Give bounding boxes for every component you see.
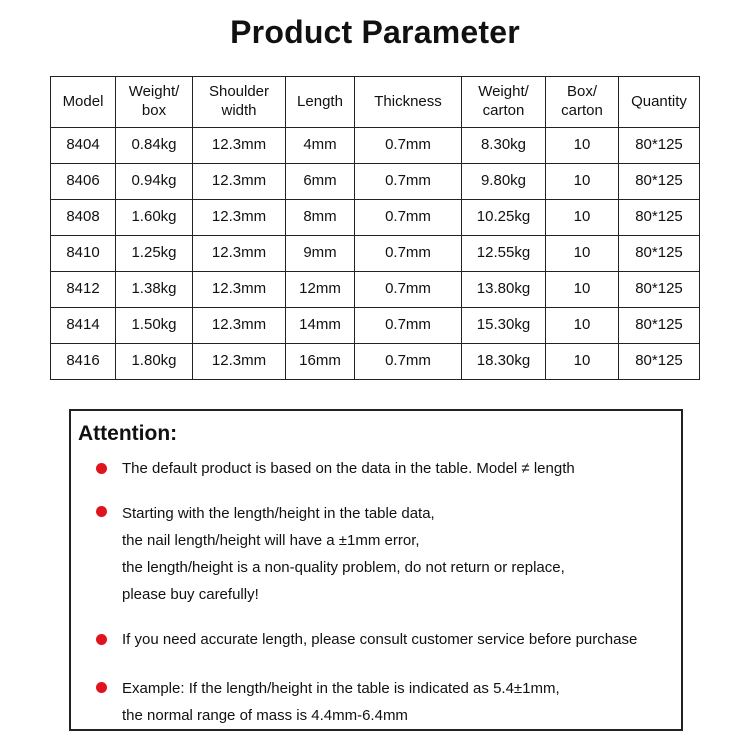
cell-length: 16mm [286, 344, 355, 380]
cell-box-carton: 10 [546, 128, 619, 164]
cell-quantity: 80*125 [619, 164, 700, 200]
header-shoulder-width: Shoulder width [193, 77, 286, 128]
note-line: Example: If the length/height in the table is indicated as 5.4±1mm, [122, 680, 560, 697]
cell-weight-box: 0.94kg [116, 164, 193, 200]
header-box-carton: Box/ carton [546, 77, 619, 128]
cell-weight-carton: 15.30kg [462, 308, 546, 344]
red-bullet-icon [96, 506, 107, 517]
cell-weight-carton: 10.25kg [462, 200, 546, 236]
note-line: the length/height is a non-quality problem, do not return or replace, [122, 559, 565, 576]
cell-weight-carton: 12.55kg [462, 236, 546, 272]
header-length: Length [286, 77, 355, 128]
attention-note [122, 626, 672, 653]
table-row [51, 236, 700, 272]
cell-thickness: 0.7mm [355, 128, 462, 164]
table-row [51, 272, 700, 308]
cell-shoulder-width: 12.3mm [193, 236, 286, 272]
cell-model: 8412 [51, 272, 116, 308]
cell-quantity: 80*125 [619, 200, 700, 236]
cell-quantity: 80*125 [619, 272, 700, 308]
cell-weight-box: 1.38kg [116, 272, 193, 308]
cell-length: 14mm [286, 308, 355, 344]
table-row [51, 128, 700, 164]
cell-weight-carton: 13.80kg [462, 272, 546, 308]
cell-quantity: 80*125 [619, 344, 700, 380]
table-row [51, 308, 700, 344]
attention-note [122, 500, 672, 608]
cell-shoulder-width: 12.3mm [193, 200, 286, 236]
attention-box [69, 409, 683, 731]
cell-model: 8414 [51, 308, 116, 344]
cell-length: 12mm [286, 272, 355, 308]
table-header-row [51, 77, 700, 128]
cell-quantity: 80*125 [619, 236, 700, 272]
cell-shoulder-width: 12.3mm [193, 272, 286, 308]
header-thickness: Thickness [355, 77, 462, 128]
header-quantity: Quantity [619, 77, 700, 128]
attention-title: Attention: [78, 422, 178, 445]
cell-thickness: 0.7mm [355, 308, 462, 344]
cell-box-carton: 10 [546, 272, 619, 308]
cell-model: 8406 [51, 164, 116, 200]
cell-thickness: 0.7mm [355, 200, 462, 236]
cell-weight-box: 1.80kg [116, 344, 193, 380]
table-row [51, 164, 700, 200]
table-row [51, 200, 700, 236]
header-model: Model [51, 77, 116, 128]
cell-weight-box: 0.84kg [116, 128, 193, 164]
red-bullet-icon [96, 463, 107, 474]
page-title: Product Parameter [230, 14, 520, 50]
note-line: If you need accurate length, please consult customer service before purchase [122, 631, 638, 648]
cell-weight-box: 1.50kg [116, 308, 193, 344]
cell-box-carton: 10 [546, 236, 619, 272]
note-line: the nail length/height will have a ±1mm error, [122, 532, 420, 549]
cell-thickness: 0.7mm [355, 164, 462, 200]
cell-length: 6mm [286, 164, 355, 200]
cell-quantity: 80*125 [619, 308, 700, 344]
cell-weight-carton: 8.30kg [462, 128, 546, 164]
note-line: Starting with the length/height in the table data, [122, 505, 435, 522]
cell-box-carton: 10 [546, 344, 619, 380]
cell-model: 8404 [51, 128, 116, 164]
cell-box-carton: 10 [546, 200, 619, 236]
product-parameter-table [50, 76, 700, 380]
cell-length: 4mm [286, 128, 355, 164]
cell-model: 8408 [51, 200, 116, 236]
attention-note [122, 455, 672, 482]
header-weight-box: Weight/ box [116, 77, 193, 128]
cell-shoulder-width: 12.3mm [193, 308, 286, 344]
cell-thickness: 0.7mm [355, 344, 462, 380]
cell-quantity: 80*125 [619, 128, 700, 164]
table-row [51, 344, 700, 380]
cell-shoulder-width: 12.3mm [193, 128, 286, 164]
cell-thickness: 0.7mm [355, 272, 462, 308]
header-weight-carton: Weight/ carton [462, 77, 546, 128]
cell-model: 8410 [51, 236, 116, 272]
cell-length: 8mm [286, 200, 355, 236]
red-bullet-icon [96, 682, 107, 693]
red-bullet-icon [96, 634, 107, 645]
cell-weight-box: 1.25kg [116, 236, 193, 272]
cell-weight-carton: 9.80kg [462, 164, 546, 200]
cell-weight-carton: 18.30kg [462, 344, 546, 380]
cell-thickness: 0.7mm [355, 236, 462, 272]
cell-length: 9mm [286, 236, 355, 272]
cell-shoulder-width: 12.3mm [193, 344, 286, 380]
cell-box-carton: 10 [546, 308, 619, 344]
cell-shoulder-width: 12.3mm [193, 164, 286, 200]
attention-note [122, 675, 672, 729]
cell-box-carton: 10 [546, 164, 619, 200]
note-line: please buy carefully! [122, 586, 259, 603]
note-line: the normal range of mass is 4.4mm-6.4mm [122, 707, 408, 724]
cell-weight-box: 1.60kg [116, 200, 193, 236]
cell-model: 8416 [51, 344, 116, 380]
note-line: The default product is based on the data in the table. Model ≠ length [122, 460, 575, 477]
